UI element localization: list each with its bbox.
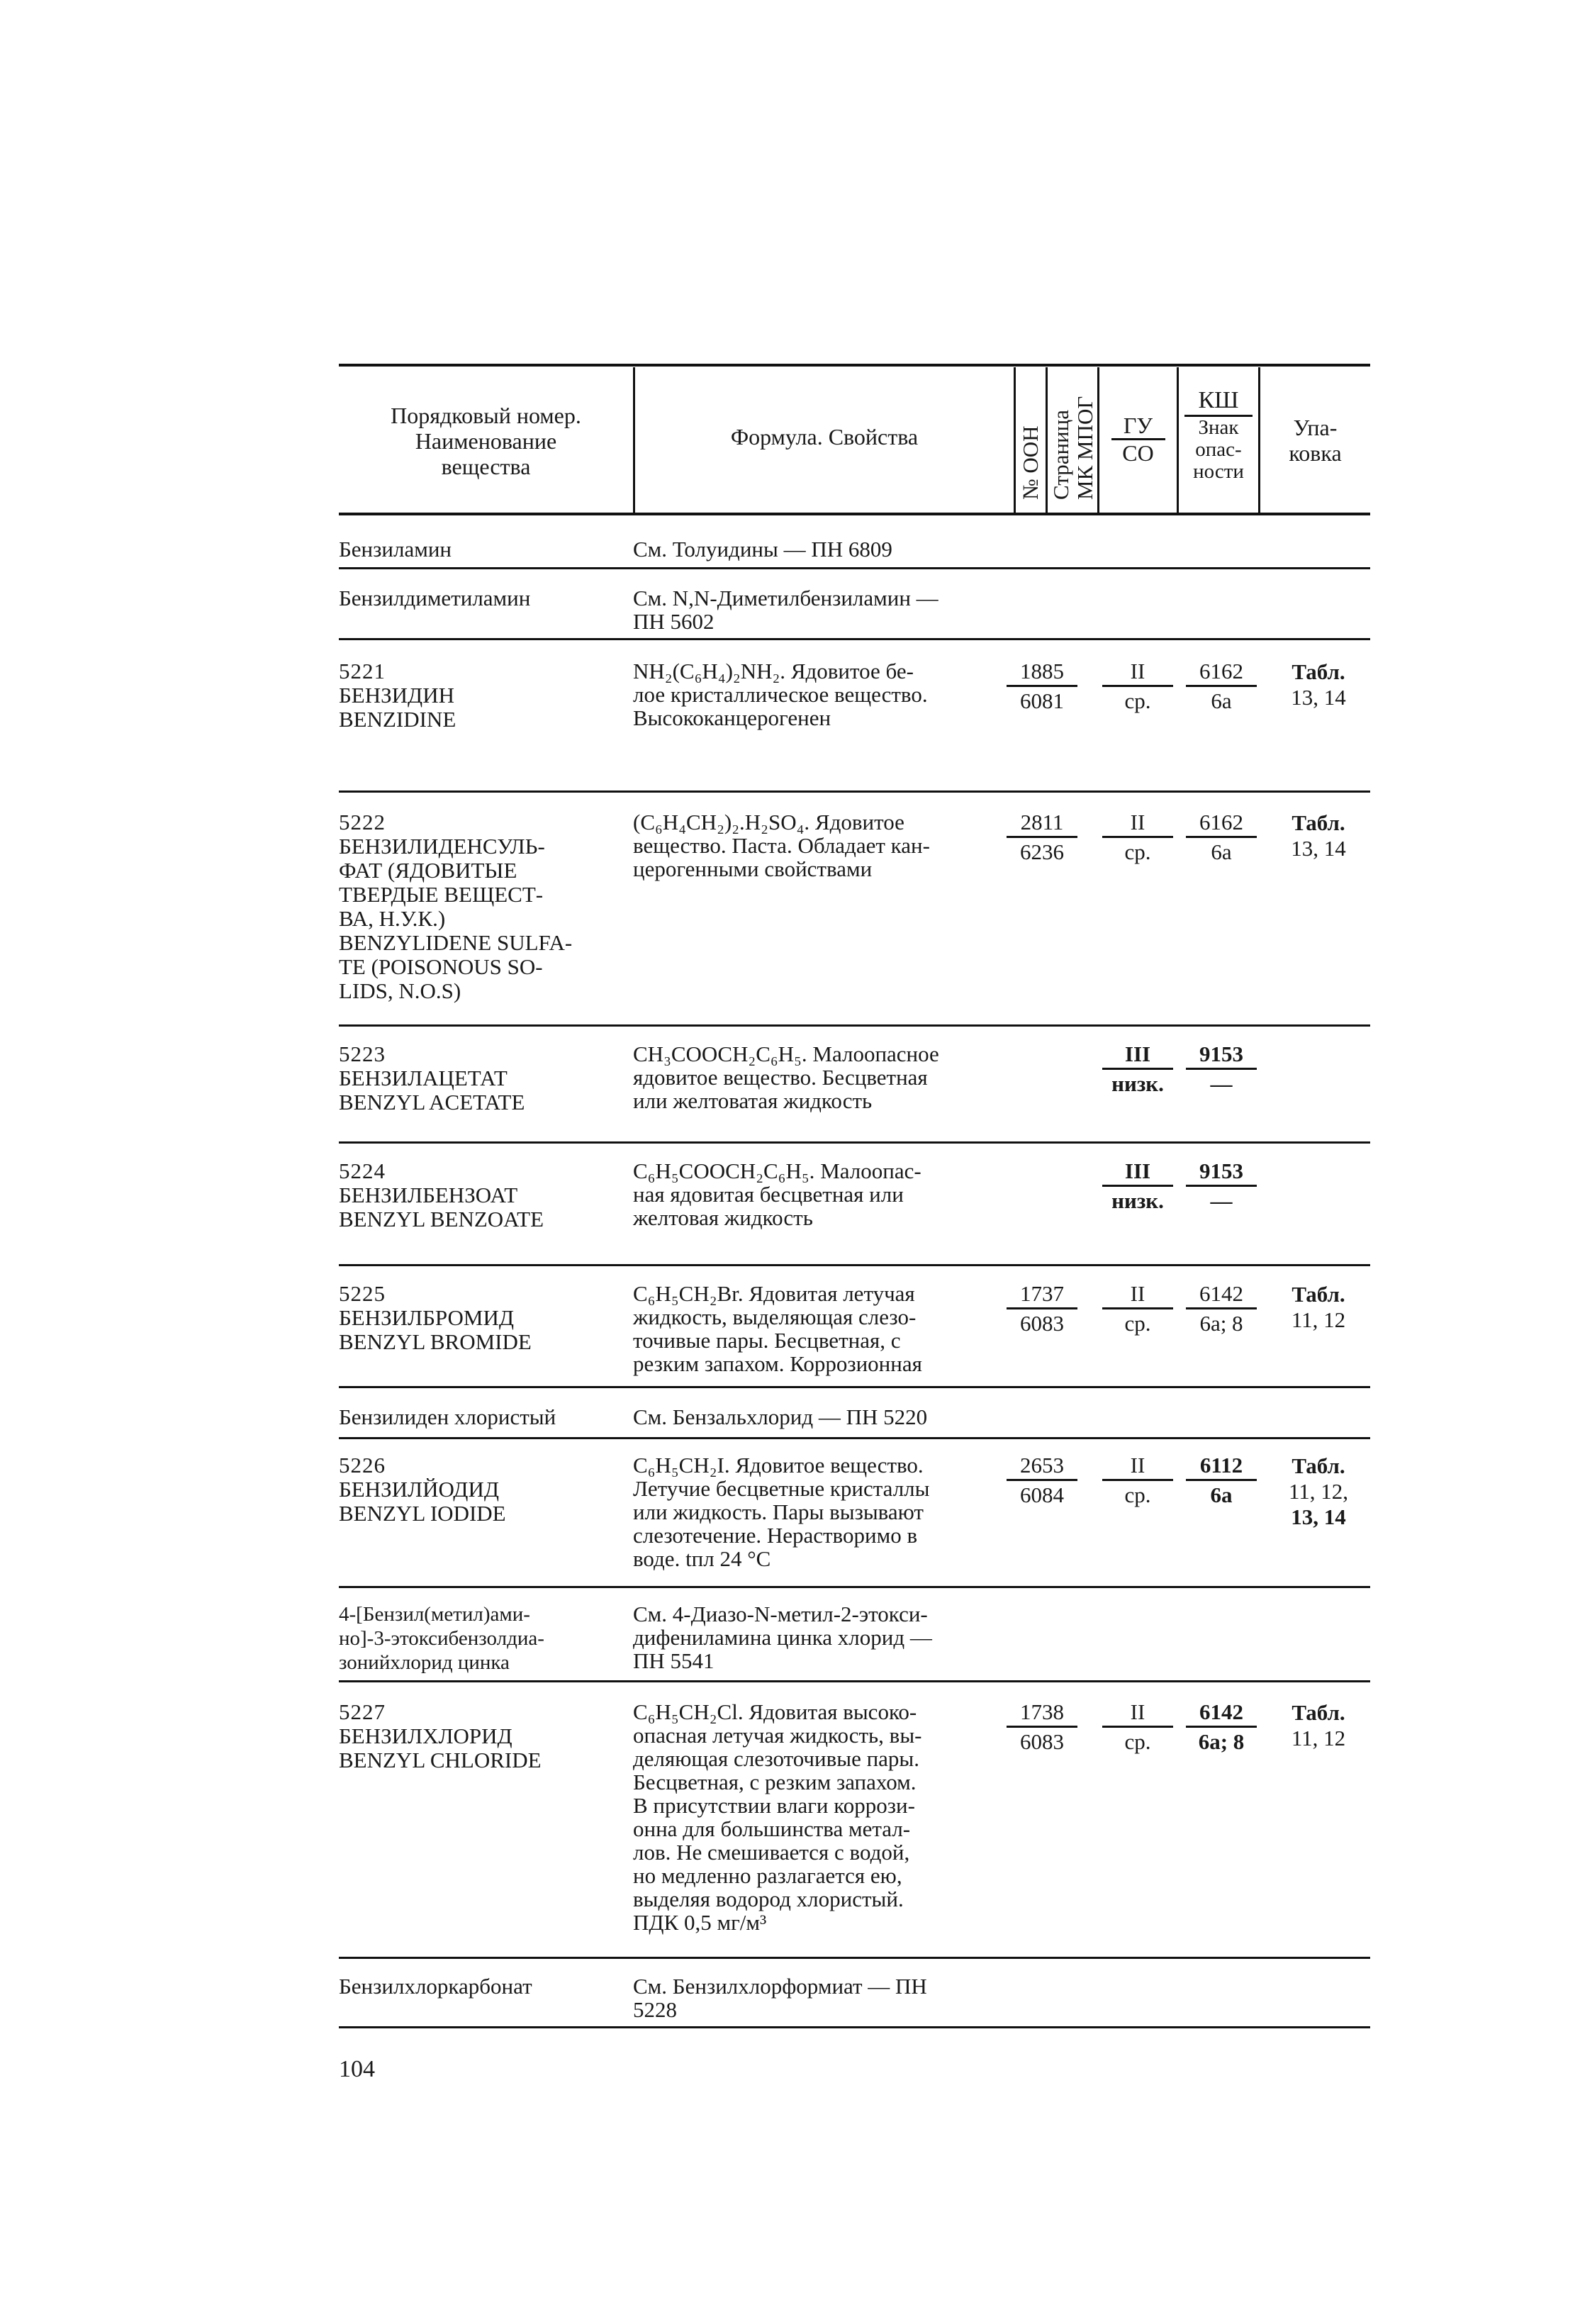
row-rule	[339, 1386, 1370, 1388]
row-reference: См. Бензальхлорид — ПН 5220	[633, 1404, 928, 1429]
un-page-fraction: $\frac{1737}{6083}$	[1007, 1282, 1077, 1336]
gu-so-fraction: II ср.	[1102, 810, 1173, 864]
row-rule	[339, 791, 1370, 793]
row-rule	[339, 1024, 1370, 1027]
gu-so-fraction: III низк.	[1102, 1042, 1173, 1096]
ksh-sign-fraction: 6142 6а; 8	[1186, 1700, 1257, 1754]
gu-so-fraction: II ср.	[1102, 1700, 1173, 1754]
row-rule	[339, 1586, 1370, 1588]
packing: Табл. 11, 12	[1291, 1282, 1346, 1332]
header-top-rule	[339, 364, 1370, 367]
row-rule	[339, 638, 1370, 640]
header-formula-column: Формула. Свойства	[730, 424, 919, 449]
row-rule	[339, 1264, 1370, 1266]
substance-entry: 5227 БЕНЗИЛХЛОРИД BENZYL CHLORIDE	[339, 1699, 542, 1772]
header-un-number: № ООН	[1018, 425, 1043, 500]
row-rule	[339, 1141, 1370, 1144]
gu-so-fraction: III низк.	[1102, 1159, 1173, 1213]
row-rule	[339, 567, 1370, 569]
packing: Табл. 13, 14	[1291, 659, 1346, 710]
gu-so-fraction: II ср.	[1102, 659, 1173, 713]
gu-so-fraction: II ср.	[1102, 1453, 1173, 1507]
header-divider	[1014, 367, 1016, 513]
substance-entry: 5224 БЕНЗИЛБЕНЗОАТ BENZYL BENZOATE	[339, 1158, 544, 1231]
un-page-fraction: $\frac{1738}{6083}$	[1007, 1700, 1077, 1754]
substance-properties: C₆H₅CH₂Br. Ядовитая летучая жидкость, выделяющая слезо- точивые пары. Бесцветная, с резким запахом. Коррозионная	[633, 1281, 922, 1376]
un-page-fraction: $\frac{2811}{6236}$	[1007, 810, 1077, 864]
substance-properties: (C₆H₄CH₂)₂.H₂SO₄. Ядовитое вещество. Паста. Обладает кан- церогенными свойствами	[633, 810, 930, 881]
un-page-fraction: $\frac{1885}{6081}$	[1007, 659, 1077, 713]
header-page-column: Страница МК МПОГ	[1048, 396, 1097, 500]
ksh-sign-fraction: 9153 —	[1186, 1159, 1257, 1213]
page-number: 104	[339, 2056, 375, 2082]
substance-properties: CH₃COOCH₂C₆H₅. Малоопасное ядовитое вещество. Бесцветная или желтоватая жидкость	[633, 1041, 939, 1113]
row-rule	[339, 1437, 1370, 1439]
row-rule	[339, 1680, 1370, 1682]
substance-properties: C₆H₅COOCH₂C₆H₅. Малоопас- ная ядовитая бесцветная или желтовая жидкость	[633, 1158, 921, 1230]
header-bottom-rule	[339, 513, 1370, 515]
header-gu-so: ГУ СО	[1099, 413, 1177, 466]
substance-entry: 5221 БЕНЗИДИН BENZIDINE	[339, 659, 456, 732]
packing: Табл. 11, 12	[1291, 1700, 1346, 1750]
header-packing: Упа- ковка	[1289, 415, 1342, 466]
ksh-sign-fraction: 6162 6а	[1186, 659, 1257, 713]
substance-entry: 5223 БЕНЗИЛАЦЕТАТ BENZYL ACETATE	[339, 1041, 525, 1114]
gu-so-fraction: II ср.	[1102, 1282, 1173, 1336]
row-name: Бензиламин	[339, 537, 452, 562]
table-bottom-rule	[339, 2026, 1370, 2028]
un-page-fraction: $\frac{2653}{6084}$	[1007, 1453, 1077, 1507]
row-name: Бензилиден хлористый	[339, 1404, 556, 1429]
row-reference: См. Толуидины — ПН 6809	[633, 537, 892, 562]
substance-properties: C₆H₅CH₂Cl. Ядовитая высоко- опасная летучая жидкость, вы- деляющая слезоточивые пары. Бесцветная, с резким запахом. В присутствии влаги коррози- онна для большинства метал- лов. Не смешивается с водой, но медленно разлагается ею, выделяя водород хлористый. ПДК 0,5 мг/м³	[633, 1699, 922, 1935]
substance-entry: 5225 БЕНЗИЛБРОМИД BENZYL BROMIDE	[339, 1281, 532, 1354]
row-reference: См. Бензилхлорформиат — ПН 5228	[633, 1974, 927, 2022]
row-reference: См. 4-Диазо-N-метил-2-этокси- дифениламина цинка хлорид — ПН 5541	[633, 1602, 932, 1673]
row-rule	[339, 1957, 1370, 1959]
ksh-sign-fraction: 6142 6а; 8	[1186, 1282, 1257, 1336]
substance-entry: 5226 БЕНЗИЛЙОДИД BENZYL IODIDE	[339, 1453, 506, 1526]
header-divider	[1046, 367, 1048, 513]
header-ksh-sign: КШ Знак опас- ности	[1179, 386, 1258, 483]
row-name: Бензилхлоркарбонат	[339, 1974, 532, 1999]
row-name: 4-[Бензил(метил)ами- но]-3-этоксибензолдиа- зонийхлорид цинка	[339, 1603, 544, 1674]
ksh-sign-fraction: 6162 6а	[1186, 810, 1257, 864]
row-reference: См. N,N-Диметилбензиламин — ПН 5602	[633, 586, 939, 634]
packing: Табл. 11, 12, 13, 14	[1288, 1453, 1349, 1529]
ksh-sign-fraction: 6112 6а	[1186, 1453, 1257, 1507]
ksh-sign-fraction: 9153 —	[1186, 1042, 1257, 1096]
substance-properties: C₆H₅CH₂I. Ядовитое вещество. Летучие бесцветные кристаллы или жидкость. Пары вызывают слезотечение. Нерастворимо в воде. tпл 24 °C	[633, 1453, 930, 1571]
row-name: Бензилдиметиламин	[339, 586, 531, 610]
header-name-column: Порядковый номер. Наименование вещества	[391, 403, 581, 479]
substance-entry: 5222 БЕНЗИЛИДЕНСУЛЬ- ФАТ (ЯДОВИТЫЕ ТВЕРДЫЕ ВЕЩЕСТ- ВА, Н.У.К.) BENZYLIDENE SULFA- TE (POISONOUS SO- LIDS, N.O.S)	[339, 810, 573, 1003]
packing: Табл. 13, 14	[1291, 810, 1346, 861]
substance-properties: NH₂(C₆H₄)₂NH₂. Ядовитое бе- лое кристаллическое вещество. Высококанцерогенен	[633, 659, 928, 730]
